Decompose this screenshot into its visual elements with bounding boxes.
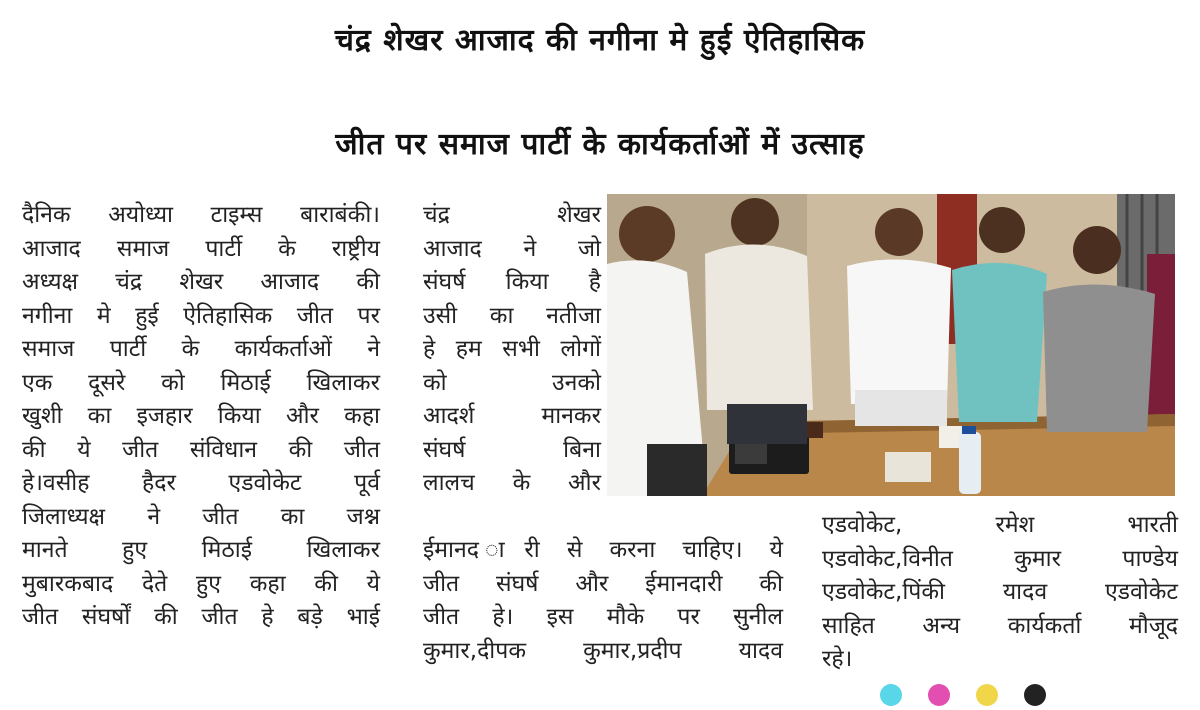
text-line: रहे। xyxy=(822,646,853,672)
text-line: हे।वसीह हैदर एडवोकेट पूर्व xyxy=(22,470,380,496)
cyan-dot xyxy=(880,684,902,706)
text-line: आदर्श मानकर xyxy=(423,403,601,429)
text-line: उसी का नतीजा xyxy=(423,302,601,329)
text-line: साहित अन्य कार्यकर्ता मौजूद xyxy=(822,612,1178,639)
black-dot xyxy=(1024,684,1046,706)
text-line: आजाद ने जो xyxy=(423,235,601,262)
text-line: एक दूसरे को मिठाई खिलाकर xyxy=(22,369,380,396)
text-line: जीत संघर्ष और ईमानदारी की xyxy=(423,570,783,597)
text-line: ईमानद ारी से करना चाहिए। ये xyxy=(423,537,783,563)
text-line: समाज पार्टी के कार्यकर्ताओं ने xyxy=(22,336,380,362)
article-column-2 xyxy=(423,199,601,501)
text-line: संघर्ष बिना xyxy=(423,436,601,463)
text-line: संघर्ष किया है xyxy=(423,269,601,295)
headline-line-1: चंद्र शेखर आजाद की नगीना मे हुई ऐतिहासिक xyxy=(334,23,866,58)
text-line: की ये जीत संविधान की जीत xyxy=(22,436,380,463)
text-line: एडवोकेट,पिंकी यादव एडवोकेट xyxy=(822,579,1178,605)
text-line: एडवोकेट, रमेश भारती xyxy=(822,512,1178,538)
text-line: हे हम सभी लोगों xyxy=(423,336,601,362)
text-line: अध्यक्ष चंद्र शेखर आजाद की xyxy=(22,269,380,295)
text-line: एडवोकेट,विनीत कुमार पाण्डेय xyxy=(822,545,1178,572)
article-column-1 xyxy=(22,199,380,635)
article-column-3 xyxy=(822,509,1178,677)
text-line: जीत हे। इस मौके पर सुनील xyxy=(423,604,783,630)
text-line: लालच के और xyxy=(423,470,601,496)
text-line: खुशी का इजहार किया और कहा xyxy=(22,403,380,429)
text-line: को उनको xyxy=(423,369,601,396)
text-line: जिलाध्यक्ष ने जीत का जश्न xyxy=(22,503,380,530)
print-registration-marks xyxy=(880,684,1072,710)
article-column-2-continued xyxy=(423,534,783,668)
yellow-dot xyxy=(976,684,998,706)
text-line: कुमार,दीपक कुमार,प्रदीप यादव xyxy=(423,637,783,664)
text-line: नगीना मे हुई ऐतिहासिक जीत पर xyxy=(22,302,380,329)
text-line: दैनिक अयोध्या टाइम्स बाराबंकी। xyxy=(22,202,380,228)
text-line: चंद्र शेखर xyxy=(423,202,601,228)
headline-line-2: जीत पर समाज पार्टी के कार्यकर्ताओं में उत्साह xyxy=(335,127,865,162)
news-photo xyxy=(607,194,1175,496)
text-line: मानते हुए मिठाई खिलाकर xyxy=(22,537,380,563)
text-line: जीत संघर्षों की जीत हे बड़े भाई xyxy=(22,604,380,630)
magenta-dot xyxy=(928,684,950,706)
text-line: आजाद समाज पार्टी के राष्ट्रीय xyxy=(22,235,380,262)
text-line: मुबारकबाद देते हुए कहा की ये xyxy=(22,570,380,597)
